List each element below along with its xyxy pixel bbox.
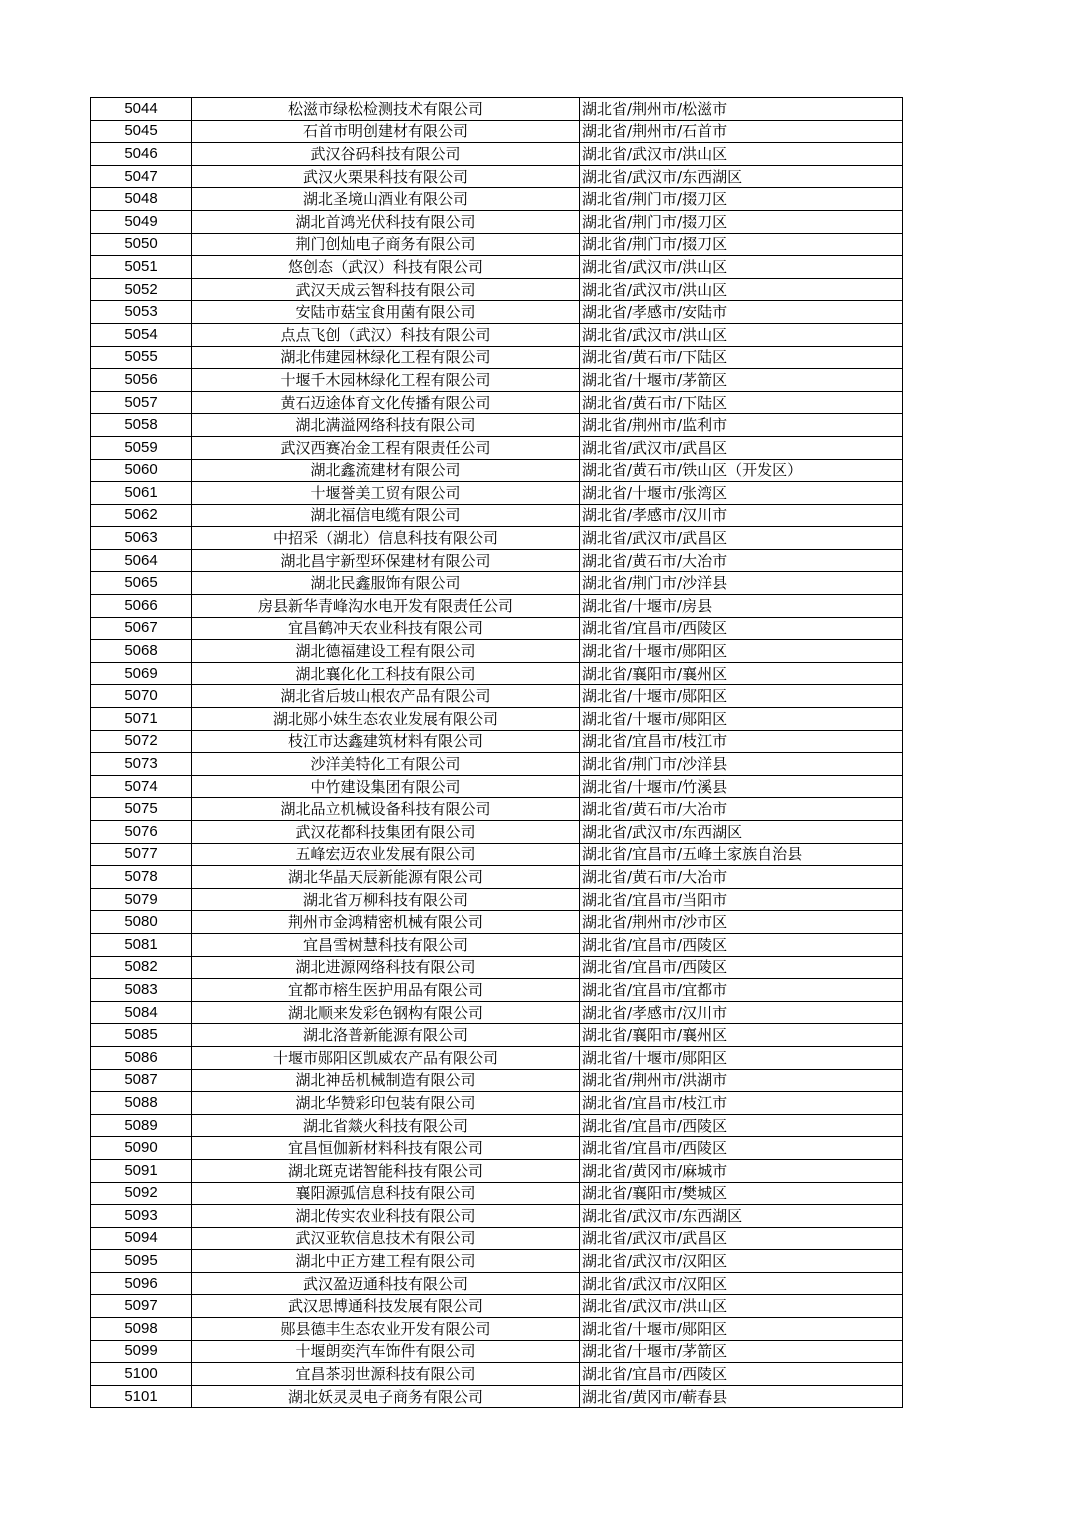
serial-number-cell: 5099 [91,1340,192,1363]
region-cell: 湖北省/荆门市/沙洋县 [580,572,903,595]
serial-number-cell: 5071 [91,708,192,731]
table-row [91,753,903,776]
table-row [91,979,903,1002]
region-cell: 湖北省/武汉市/东西湖区 [580,821,903,844]
company-name-cell: 湖北品立机械设备科技有限公司 [192,798,580,821]
serial-number-cell: 5101 [91,1385,192,1408]
company-name-cell: 湖北郧小妹生态农业发展有限公司 [192,708,580,731]
company-name-cell: 荆门创灿电子商务有限公司 [192,233,580,256]
serial-number-cell: 5082 [91,956,192,979]
region-cell: 湖北省/荆门市/沙洋县 [580,753,903,776]
region-cell: 湖北省/宜昌市/枝江市 [580,730,903,753]
serial-number-cell: 5046 [91,143,192,166]
region-cell: 湖北省/黄石市/大冶市 [580,798,903,821]
serial-number-cell: 5064 [91,549,192,572]
company-name-cell: 湖北伟建园林绿化工程有限公司 [192,346,580,369]
company-name-cell: 五峰宏迈农业发展有限公司 [192,843,580,866]
region-cell: 湖北省/孝感市/汉川市 [580,504,903,527]
serial-number-cell: 5078 [91,866,192,889]
table-row [91,165,903,188]
table-row [91,685,903,708]
table-row [91,572,903,595]
region-cell: 湖北省/宜昌市/西陵区 [580,956,903,979]
region-cell: 湖北省/荆州市/沙市区 [580,911,903,934]
company-name-cell: 宜都市榕生医护用品有限公司 [192,979,580,1002]
company-name-cell: 湖北中正方建工程有限公司 [192,1250,580,1273]
serial-number-cell: 5045 [91,120,192,143]
table-row [91,143,903,166]
company-name-cell: 武汉思博通科技发展有限公司 [192,1295,580,1318]
table-row [91,1182,903,1205]
serial-number-cell: 5065 [91,572,192,595]
region-cell: 湖北省/黄石市/下陆区 [580,346,903,369]
company-name-cell: 湖北顺来发彩色钢构有限公司 [192,1001,580,1024]
serial-number-cell: 5047 [91,165,192,188]
company-name-cell: 松滋市绿松检测技术有限公司 [192,98,580,121]
region-cell: 湖北省/黄冈市/蕲春县 [580,1385,903,1408]
table-row [91,1227,903,1250]
serial-number-cell: 5058 [91,414,192,437]
company-name-cell: 湖北华赞彩印包装有限公司 [192,1092,580,1115]
company-name-cell: 十堰朗奕汽车饰件有限公司 [192,1340,580,1363]
table-row [91,120,903,143]
region-cell: 湖北省/襄阳市/樊城区 [580,1182,903,1205]
serial-number-cell: 5048 [91,188,192,211]
region-cell: 湖北省/武汉市/汉阳区 [580,1272,903,1295]
region-cell: 湖北省/荆门市/掇刀区 [580,188,903,211]
table-row [91,504,903,527]
serial-number-cell: 5088 [91,1092,192,1115]
region-cell: 湖北省/十堰市/竹溪县 [580,775,903,798]
region-cell: 湖北省/武汉市/武昌区 [580,436,903,459]
serial-number-cell: 5087 [91,1069,192,1092]
company-name-cell: 武汉火栗果科技有限公司 [192,165,580,188]
region-cell: 湖北省/襄阳市/襄州区 [580,662,903,685]
region-cell: 湖北省/十堰市/郧阳区 [580,1318,903,1341]
table-row [91,1318,903,1341]
company-name-cell: 石首市明创建材有限公司 [192,120,580,143]
region-cell: 湖北省/十堰市/郧阳区 [580,685,903,708]
company-name-cell: 湖北进源网络科技有限公司 [192,956,580,979]
table-row [91,730,903,753]
region-cell: 湖北省/荆门市/掇刀区 [580,210,903,233]
table-row [91,595,903,618]
company-name-cell: 湖北洛普新能源有限公司 [192,1024,580,1047]
region-cell: 湖北省/武汉市/洪山区 [580,256,903,279]
table-row [91,369,903,392]
company-name-cell: 湖北鑫流建材有限公司 [192,459,580,482]
serial-number-cell: 5076 [91,821,192,844]
company-name-cell: 湖北神岳机械制造有限公司 [192,1069,580,1092]
table-row [91,527,903,550]
company-name-cell: 湖北传实农业科技有限公司 [192,1205,580,1228]
table-row [91,1272,903,1295]
table-row [91,256,903,279]
company-name-cell: 湖北妖灵灵电子商务有限公司 [192,1385,580,1408]
company-name-cell: 宜昌鹤冲天农业科技有限公司 [192,617,580,640]
company-name-cell: 沙洋美特化工有限公司 [192,753,580,776]
region-cell: 湖北省/宜昌市/西陵区 [580,1137,903,1160]
region-cell: 湖北省/十堰市/郧阳区 [580,1046,903,1069]
region-cell: 湖北省/宜昌市/西陵区 [580,933,903,956]
region-cell: 湖北省/武汉市/武昌区 [580,1227,903,1250]
company-name-cell: 宜昌雪树慧科技有限公司 [192,933,580,956]
company-name-cell: 武汉亚软信息技术有限公司 [192,1227,580,1250]
table-row [91,436,903,459]
region-cell: 湖北省/宜昌市/当阳市 [580,888,903,911]
company-name-cell: 武汉谷码科技有限公司 [192,143,580,166]
table-row [91,911,903,934]
region-cell: 湖北省/荆州市/松滋市 [580,98,903,121]
serial-number-cell: 5073 [91,753,192,776]
company-name-cell: 黄石迈途体育文化传播有限公司 [192,391,580,414]
serial-number-cell: 5080 [91,911,192,934]
serial-number-cell: 5054 [91,323,192,346]
company-name-cell: 枝江市达鑫建筑材料有限公司 [192,730,580,753]
company-name-cell: 悠创态（武汉）科技有限公司 [192,256,580,279]
region-cell: 湖北省/十堰市/茅箭区 [580,369,903,392]
region-cell: 湖北省/武汉市/东西湖区 [580,1205,903,1228]
serial-number-cell: 5066 [91,595,192,618]
region-cell: 湖北省/十堰市/张湾区 [580,482,903,505]
table-row [91,188,903,211]
region-cell: 湖北省/宜昌市/西陵区 [580,1363,903,1386]
serial-number-cell: 5079 [91,888,192,911]
region-cell: 湖北省/黄石市/铁山区（开发区） [580,459,903,482]
serial-number-cell: 5068 [91,640,192,663]
region-cell: 湖北省/武汉市/洪山区 [580,143,903,166]
company-name-cell: 十堰千木园林绿化工程有限公司 [192,369,580,392]
table-row [91,1295,903,1318]
serial-number-cell: 5052 [91,278,192,301]
table-row [91,482,903,505]
region-cell: 湖北省/荆州市/石首市 [580,120,903,143]
company-name-cell: 中招采（湖北）信息科技有限公司 [192,527,580,550]
region-cell: 湖北省/十堰市/茅箭区 [580,1340,903,1363]
table-row [91,301,903,324]
region-cell: 湖北省/黄石市/大冶市 [580,549,903,572]
serial-number-cell: 5072 [91,730,192,753]
table-row [91,1024,903,1047]
serial-number-cell: 5055 [91,346,192,369]
serial-number-cell: 5077 [91,843,192,866]
region-cell: 湖北省/十堰市/郧阳区 [580,640,903,663]
company-name-cell: 中竹建设集团有限公司 [192,775,580,798]
region-cell: 湖北省/黄冈市/麻城市 [580,1159,903,1182]
serial-number-cell: 5061 [91,482,192,505]
table-row [91,1092,903,1115]
company-name-cell: 湖北昌宇新型环保建材有限公司 [192,549,580,572]
serial-number-cell: 5059 [91,436,192,459]
table-row [91,617,903,640]
company-name-cell: 湖北圣境山酒业有限公司 [192,188,580,211]
region-cell: 湖北省/武汉市/武昌区 [580,527,903,550]
table-row [91,798,903,821]
company-name-cell: 武汉西赛冶金工程有限责任公司 [192,436,580,459]
company-name-cell: 湖北斑克诺智能科技有限公司 [192,1159,580,1182]
region-cell: 湖北省/襄阳市/襄州区 [580,1024,903,1047]
company-name-cell: 湖北福信电缆有限公司 [192,504,580,527]
table-row [91,1363,903,1386]
region-cell: 湖北省/孝感市/安陆市 [580,301,903,324]
serial-number-cell: 5092 [91,1182,192,1205]
table-body [91,98,903,1408]
table-row [91,98,903,121]
company-name-cell: 武汉花都科技集团有限公司 [192,821,580,844]
company-registry-table [90,97,903,1408]
serial-number-cell: 5083 [91,979,192,1002]
serial-number-cell: 5081 [91,933,192,956]
region-cell: 湖北省/武汉市/东西湖区 [580,165,903,188]
company-name-cell: 湖北民鑫服饰有限公司 [192,572,580,595]
region-cell: 湖北省/宜昌市/宜都市 [580,979,903,1002]
serial-number-cell: 5089 [91,1114,192,1137]
region-cell: 湖北省/宜昌市/西陵区 [580,617,903,640]
company-name-cell: 湖北首鸿光伏科技有限公司 [192,210,580,233]
region-cell: 湖北省/宜昌市/西陵区 [580,1114,903,1137]
serial-number-cell: 5050 [91,233,192,256]
company-name-cell: 十堰誉美工贸有限公司 [192,482,580,505]
region-cell: 湖北省/荆州市/监利市 [580,414,903,437]
region-cell: 湖北省/黄石市/下陆区 [580,391,903,414]
table-row [91,1385,903,1408]
company-name-cell: 湖北德福建设工程有限公司 [192,640,580,663]
company-name-cell: 宜昌恒伽新材料科技有限公司 [192,1137,580,1160]
serial-number-cell: 5056 [91,369,192,392]
serial-number-cell: 5060 [91,459,192,482]
table-row [91,459,903,482]
table-row [91,956,903,979]
company-name-cell: 点点飞创（武汉）科技有限公司 [192,323,580,346]
company-name-cell: 安陆市菇宝食用菌有限公司 [192,301,580,324]
serial-number-cell: 5096 [91,1272,192,1295]
serial-number-cell: 5090 [91,1137,192,1160]
table-row [91,866,903,889]
company-name-cell: 十堰市郧阳区凯威农产品有限公司 [192,1046,580,1069]
table-row [91,210,903,233]
region-cell: 湖北省/十堰市/房县 [580,595,903,618]
table-row [91,1250,903,1273]
table-row [91,414,903,437]
company-name-cell: 荆州市金鸿精密机械有限公司 [192,911,580,934]
serial-number-cell: 5057 [91,391,192,414]
region-cell: 湖北省/武汉市/洪山区 [580,323,903,346]
region-cell: 湖北省/荆门市/掇刀区 [580,233,903,256]
serial-number-cell: 5093 [91,1205,192,1228]
company-name-cell: 宜昌茶羽世源科技有限公司 [192,1363,580,1386]
table-row [91,843,903,866]
region-cell: 湖北省/宜昌市/枝江市 [580,1092,903,1115]
table-row [91,346,903,369]
region-cell: 湖北省/武汉市/洪山区 [580,1295,903,1318]
serial-number-cell: 5084 [91,1001,192,1024]
table-row [91,933,903,956]
serial-number-cell: 5094 [91,1227,192,1250]
region-cell: 湖北省/黄石市/大冶市 [580,866,903,889]
table-row [91,775,903,798]
table-row [91,1114,903,1137]
serial-number-cell: 5044 [91,98,192,121]
company-name-cell: 湖北省燚火科技有限公司 [192,1114,580,1137]
serial-number-cell: 5098 [91,1318,192,1341]
serial-number-cell: 5062 [91,504,192,527]
table-row [91,278,903,301]
company-name-cell: 湖北襄化化工科技有限公司 [192,662,580,685]
company-name-cell: 郧县德丰生态农业开发有限公司 [192,1318,580,1341]
table-row [91,233,903,256]
region-cell: 湖北省/武汉市/洪山区 [580,278,903,301]
table-row [91,1069,903,1092]
serial-number-cell: 5070 [91,685,192,708]
table-row [91,1159,903,1182]
serial-number-cell: 5086 [91,1046,192,1069]
serial-number-cell: 5049 [91,210,192,233]
table-row [91,1205,903,1228]
table-row [91,1340,903,1363]
serial-number-cell: 5091 [91,1159,192,1182]
region-cell: 湖北省/十堰市/郧阳区 [580,708,903,731]
company-name-cell: 湖北华晶天辰新能源有限公司 [192,866,580,889]
region-cell: 湖北省/武汉市/汉阳区 [580,1250,903,1273]
company-name-cell: 湖北省万柳科技有限公司 [192,888,580,911]
region-cell: 湖北省/荆州市/洪湖市 [580,1069,903,1092]
table-row [91,662,903,685]
table-row [91,391,903,414]
serial-number-cell: 5063 [91,527,192,550]
region-cell: 湖北省/宜昌市/五峰土家族自治县 [580,843,903,866]
table-row [91,708,903,731]
table-row [91,1137,903,1160]
serial-number-cell: 5085 [91,1024,192,1047]
serial-number-cell: 5074 [91,775,192,798]
company-name-cell: 湖北省后坡山根农产品有限公司 [192,685,580,708]
company-name-cell: 武汉盈迈通科技有限公司 [192,1272,580,1295]
serial-number-cell: 5069 [91,662,192,685]
serial-number-cell: 5100 [91,1363,192,1386]
region-cell: 湖北省/孝感市/汉川市 [580,1001,903,1024]
table-row [91,1001,903,1024]
serial-number-cell: 5051 [91,256,192,279]
table-row [91,1046,903,1069]
table-row [91,640,903,663]
table-row [91,821,903,844]
company-name-cell: 湖北满溢网络科技有限公司 [192,414,580,437]
table-row [91,549,903,572]
company-name-cell: 武汉天成云智科技有限公司 [192,278,580,301]
serial-number-cell: 5097 [91,1295,192,1318]
company-name-cell: 房县新华青峰沟水电开发有限责任公司 [192,595,580,618]
table-row [91,323,903,346]
company-name-cell: 襄阳源弧信息科技有限公司 [192,1182,580,1205]
serial-number-cell: 5067 [91,617,192,640]
serial-number-cell: 5095 [91,1250,192,1273]
serial-number-cell: 5053 [91,301,192,324]
serial-number-cell: 5075 [91,798,192,821]
table-row [91,888,903,911]
